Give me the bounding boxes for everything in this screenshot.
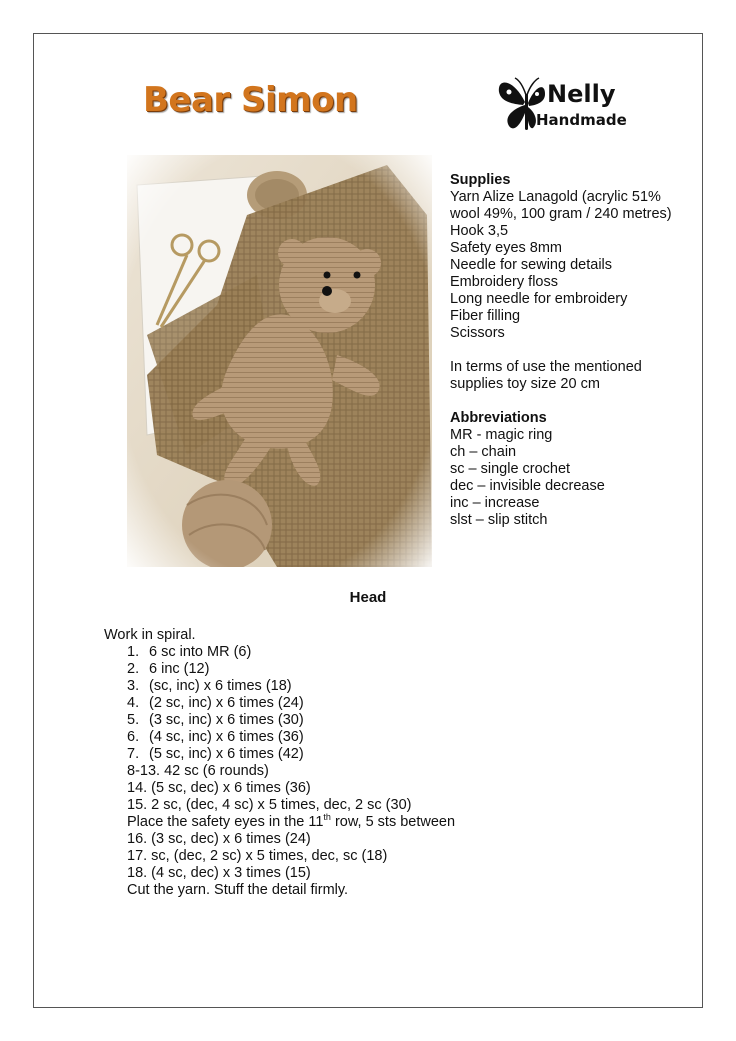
numbered-steps <box>104 644 455 763</box>
page-title: Bear Simon <box>143 80 358 120</box>
photo-crochet-bear <box>127 155 432 567</box>
logo-name: Nelly <box>547 80 616 108</box>
abbreviation-item: inc – increase <box>450 495 540 511</box>
supply-item: Scissors <box>450 325 505 341</box>
step-row: 4. (2 sc, inc) x 6 times (24) <box>127 695 304 711</box>
step-row: 15. 2 sc, (dec, 4 sc) x 5 times, dec, 2 sc (30) <box>127 797 412 813</box>
section-heading-head: Head <box>349 589 387 606</box>
supplies-section <box>450 172 672 529</box>
instruction-intro: Work in spiral. <box>104 627 196 643</box>
supply-item: Needle for sewing details <box>450 257 613 273</box>
abbreviation-item: sc – single crochet <box>450 461 571 477</box>
step-row: 3. (sc, inc) x 6 times (18) <box>127 678 292 694</box>
supply-item: Safety eyes 8mm <box>450 240 563 256</box>
supply-item: wool 49%, 100 gram / 240 metres) <box>450 206 672 222</box>
supplies-heading: Supplies <box>450 172 511 188</box>
abbreviation-item: slst – slip stitch <box>450 512 548 528</box>
supply-item: Long needle for embroidery <box>450 291 628 307</box>
step-row: 16. (3 sc, dec) x 6 times (24) <box>127 831 311 847</box>
step-row: 8-13. 42 sc (6 rounds) <box>127 763 269 779</box>
size-note: In terms of use the mentioned <box>450 359 642 375</box>
abbreviation-item: dec – invisible decrease <box>450 478 605 494</box>
head-instructions <box>104 627 455 899</box>
logo-subtitle: Handmade <box>536 111 627 129</box>
size-note: supplies toy size 20 cm <box>450 376 600 392</box>
abbreviations-heading: Abbreviations <box>450 410 547 426</box>
supply-item: Hook 3,5 <box>450 223 509 239</box>
abbreviation-item: MR - magic ring <box>450 427 553 443</box>
supply-item: Embroidery floss <box>450 274 558 290</box>
supply-item: Fiber filling <box>450 308 521 324</box>
supply-item: Yarn Alize Lanagold (acrylic 51% <box>450 189 661 205</box>
eye-placement-note: Place the safety eyes in the 11th row, 5 sts between <box>127 812 456 830</box>
step-row: 18. (4 sc, dec) x 3 times (15) <box>127 865 311 881</box>
step-row: 5. (3 sc, inc) x 6 times (30) <box>127 712 304 728</box>
finish-note: Cut the yarn. Stuff the detail firmly. <box>127 882 349 898</box>
step-row: 14. (5 sc, dec) x 6 times (36) <box>127 780 311 796</box>
step-row: 1. 6 sc into MR (6) <box>127 644 252 660</box>
step-row: 2. 6 inc (12) <box>127 661 210 677</box>
step-row: 7. (5 sc, inc) x 6 times (42) <box>127 746 304 762</box>
step-row: 6. (4 sc, inc) x 6 times (36) <box>127 729 304 745</box>
step-row: 17. sc, (dec, 2 sc) x 5 times, dec, sc (18) <box>127 848 388 864</box>
abbreviation-item: ch – chain <box>450 444 517 460</box>
